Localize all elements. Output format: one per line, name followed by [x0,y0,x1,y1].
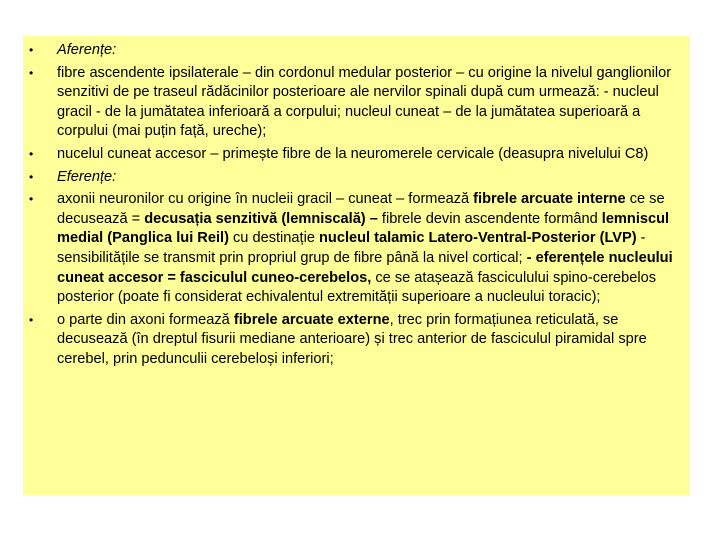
bullet-marker: • [29,146,34,161]
bullet-external-arcuate [23,311,690,370]
segment-text: ce se decusează = [57,191,665,227]
bullet-marker: • [29,65,34,80]
segment-bold-text: fibrele arcuate interne [473,191,626,208]
bullet-ascending-fibers [23,64,690,142]
segment-text: , trec prin formațiunea reticulată, se decusează (în dreptul fisurii mediane anterioare) și trec anterior de fasciculul piramidal spre cerebel, prin pedunculii cerebeloși inferiori; [57,311,647,367]
segment-text: ce se atașează fasciculului spino-cerebelos posterior (poate fi considerat echivalentul extremității superioare a nucleului toracic); [57,269,657,306]
segment-bold-text: lemniscul medial (Panglica lui Reil) [57,210,670,247]
segment-bold-text: nucleul talamic Latero-Ventral-Posterior (LVP) [319,230,637,247]
segment-text: o parte din axoni formează [57,311,234,328]
segment-bold-text: - eferențele nucleului cuneat accesor = fasciculul cuneo-cerebelos, [57,249,673,286]
ascending-fibers-text: fibre ascendente ipsilaterale – din cordonul medular posterior – cu origine la nivelul ganglionilor senzitivi de pe traseul rădăcinilor posterioare ale nervilor spinali după cum urmează: - nucleul gracil - de la jumătatea inferioară a corpului; nucleul cuneat – de la jumătatea superioară a corpului (mai puțin față, ureche); [57,64,672,140]
accessory-cuneate-text: nucelul cuneat accesor – primește fibre de la neuromerele cervicale (deasupra nivelului C8) [57,145,649,162]
bullet-afferents-heading [23,41,690,61]
bullet-internal-arcuate [23,190,690,308]
segment-text: fibrele devin ascendente formând [377,210,602,227]
segment-text: - sensibilitățile se transmit prin propriul grup de fibre până la nivel cortical; [57,230,646,266]
segment-text: axonii neuronilor cu origine în nucleii gracil – cuneat – formează [57,191,474,208]
bullet-list [23,41,690,373]
content-box [23,36,690,495]
bullet-accessory-cuneate [23,145,690,165]
bullet-marker: • [29,192,34,207]
bullet-marker: • [29,169,34,184]
segment-text: cu destinație [228,230,319,247]
afferents-heading: Aferențe: [57,42,117,58]
bullet-marker: • [29,43,34,57]
segment-bold-text: fibrele arcuate externe [233,311,390,328]
segment-bold-text: decusația senzitivă (lemniscală) – [144,210,378,227]
bullet-efferents-heading [23,168,690,188]
efferents-heading: Eferențe: [57,168,117,185]
bullet-marker: • [29,312,34,327]
